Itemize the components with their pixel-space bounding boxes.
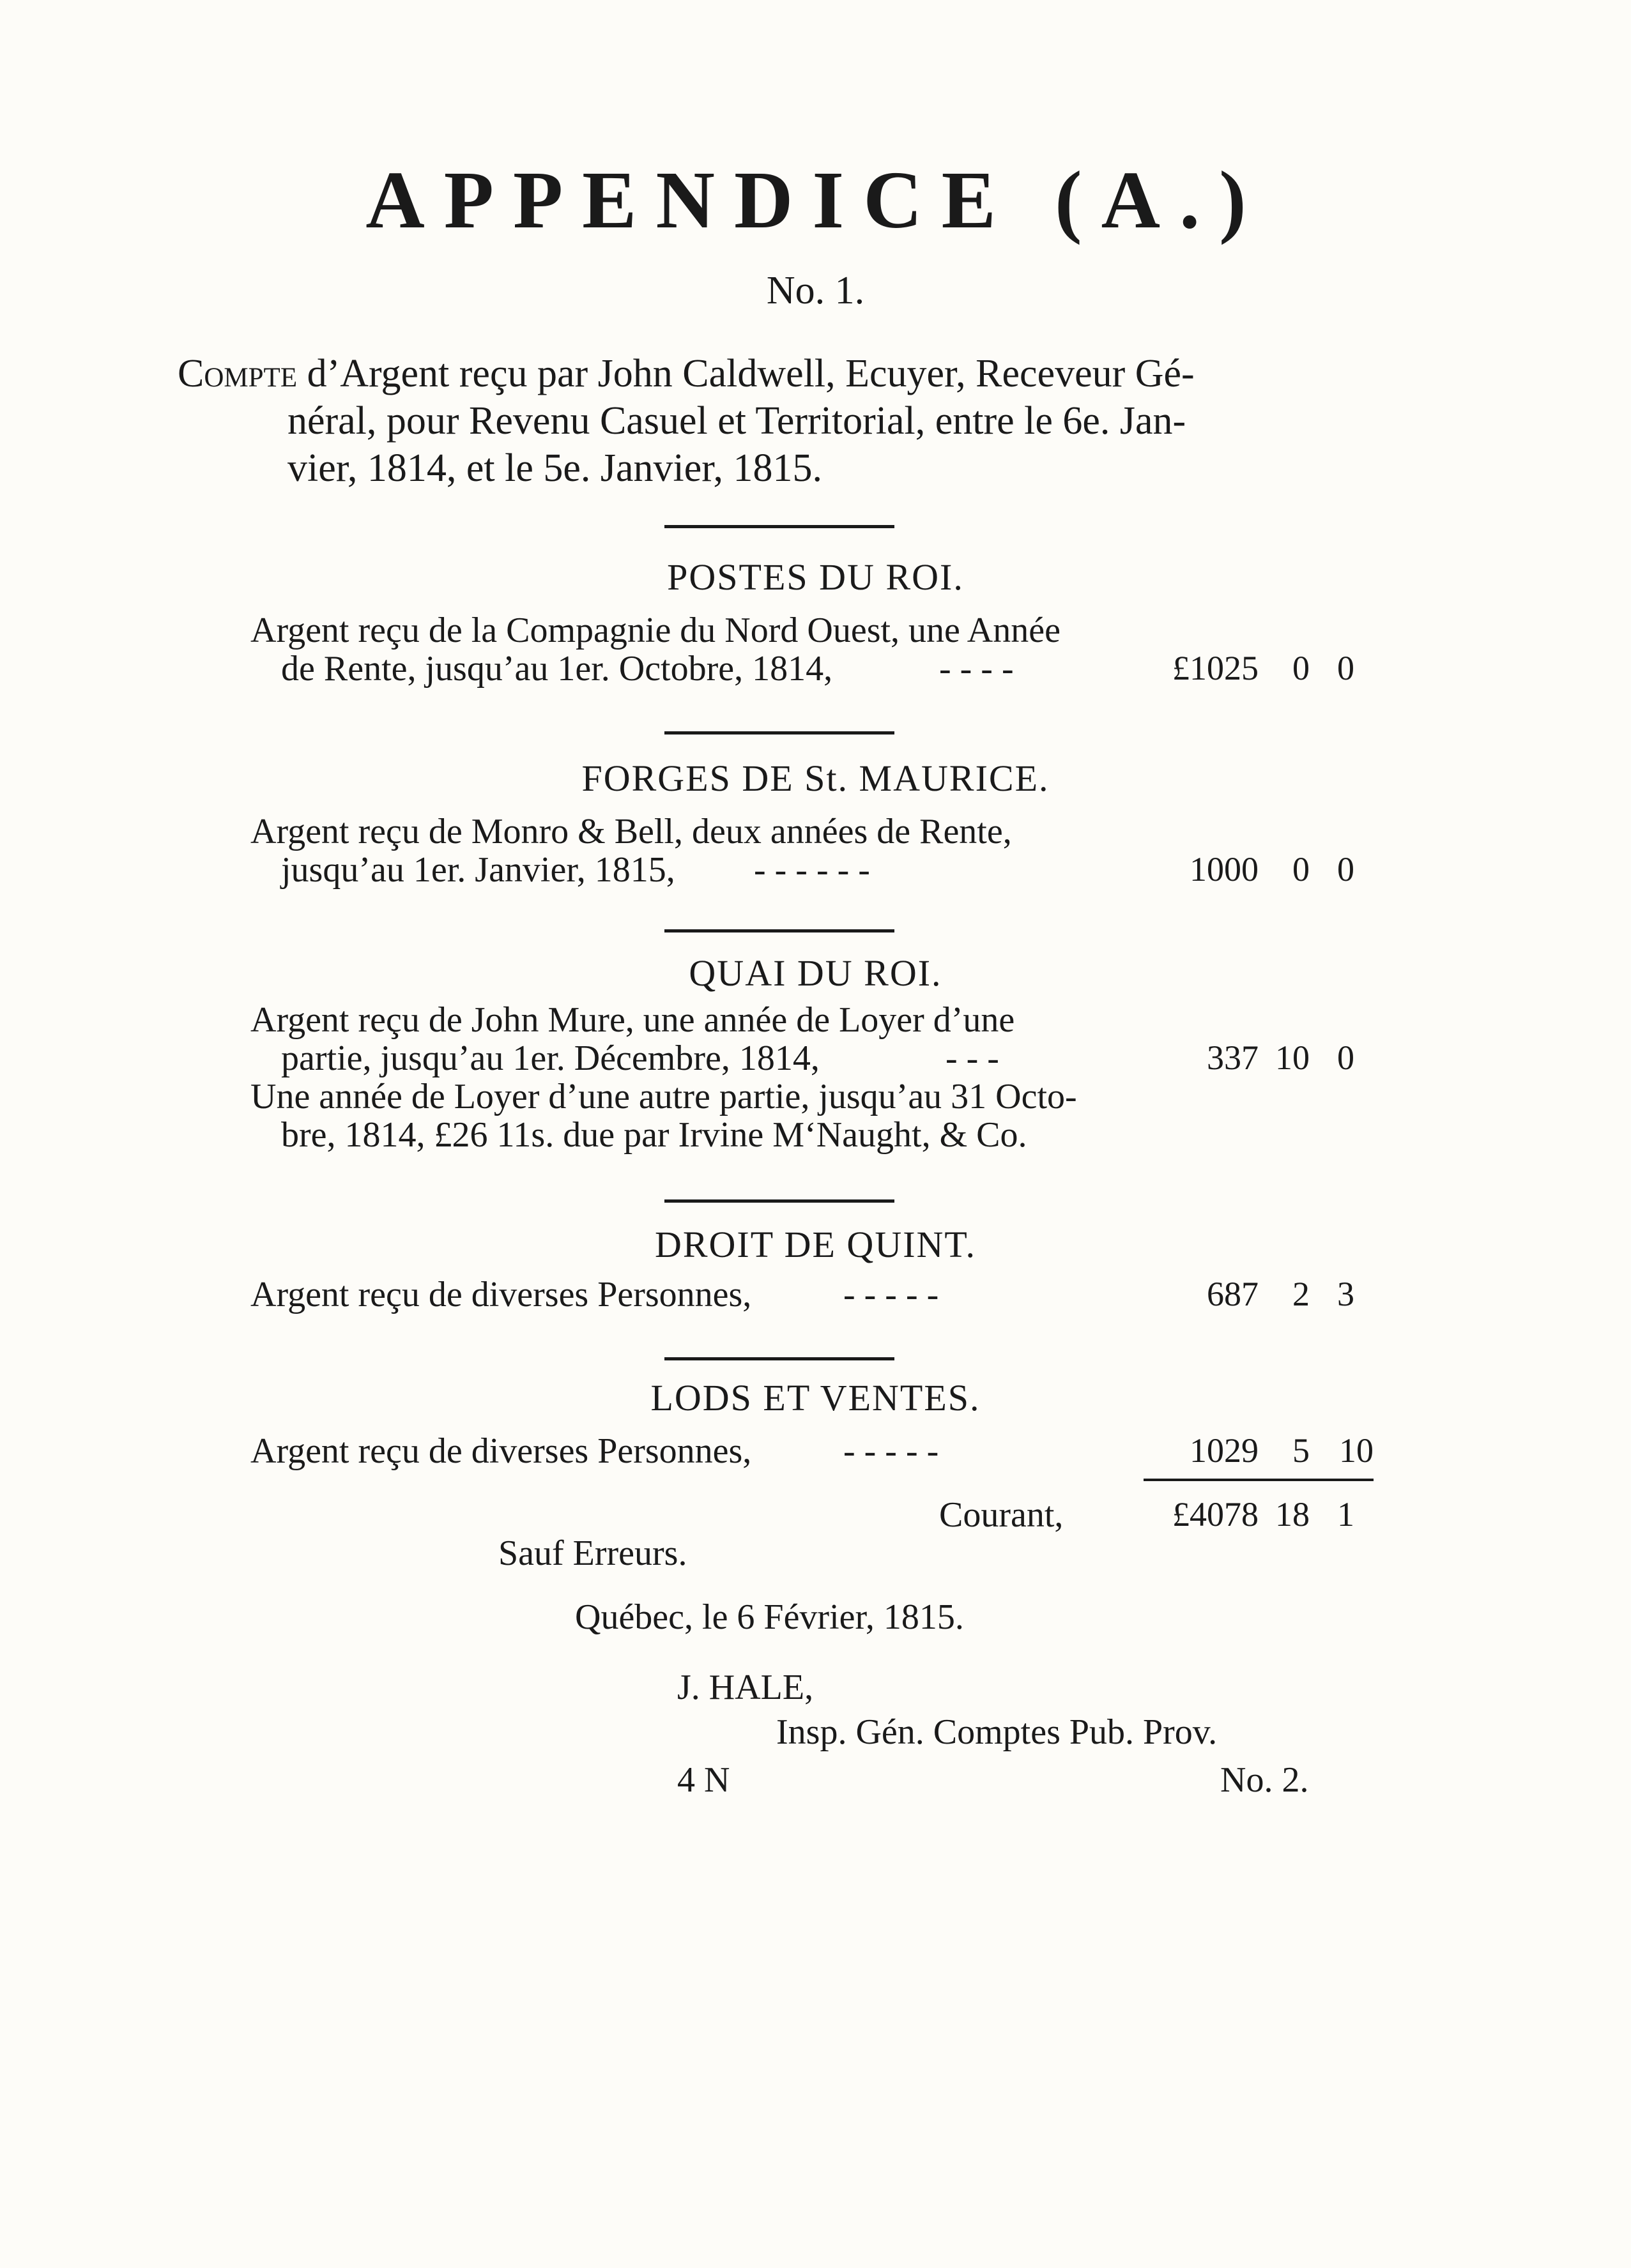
amount-pence: 0 [1337,1039,1354,1077]
amount-pence: 3 [1337,1275,1354,1313]
leader-dashes: - - - - - - [754,850,870,890]
amount-pence: 0 [1337,649,1354,687]
signature-mark: 4 N [677,1760,730,1800]
intro-line-2: néral, pour Revenu Casuel et Territorial, entre le 6e. Jan- [287,399,1186,443]
intro-line-1 [178,350,1195,397]
section-divider [664,1357,894,1360]
amount-shillings: 0 [1292,850,1310,888]
intro-lead: Compte [178,352,298,395]
leader-dashes: - - - - [939,649,1014,689]
amount-shillings: 0 [1292,649,1310,687]
entry-line: Argent reçu de diverses Personnes, [250,1431,752,1471]
entry-line: Une année de Loyer d’une autre partie, jusqu’au 31 Octo- [250,1077,1077,1116]
entry-line: Argent reçu de la Compagnie du Nord Ouest, une Année [250,611,1061,650]
entry-line: de Rente, jusqu’au 1er. Octobre, 1814, [281,649,833,689]
section-heading-forges: FORGES DE St. MAURICE. [581,757,1050,799]
errors-note: Sauf Erreurs. [498,1534,687,1573]
section-divider [664,731,894,734]
amount-pounds: £1025 [1172,649,1259,687]
entry-line: bre, 1814, £26 11s. due par Irvine M‘Naught, & Co. [281,1115,1027,1155]
amount-pence: 0 [1337,850,1354,888]
section-heading-postes: POSTES DU ROI. [667,556,964,598]
total-label: Courant, [939,1495,1064,1535]
amount-shillings: 5 [1292,1431,1310,1470]
intro-text-1: d’Argent reçu par John Caldwell, Ecuyer, Receveur Gé- [307,352,1195,395]
next-page-number: No. 2. [1220,1760,1309,1800]
amount-pounds: 1029 [1190,1431,1259,1470]
entry-line: Argent reçu de diverses Personnes, [250,1275,752,1314]
section-divider [664,525,894,528]
total-rule [1144,1479,1374,1481]
entry-line: Argent reçu de Monro & Bell, deux années de Rente, [250,812,1012,851]
page-title: APPENDICE (A.) [365,155,1266,245]
place-date: Québec, le 6 Février, 1815. [575,1597,964,1637]
document-number: No. 1. [766,269,865,312]
leader-dashes: - - - - - [843,1431,939,1471]
amount-shillings: 2 [1292,1275,1310,1313]
section-divider [664,1199,894,1203]
total-pence: 1 [1337,1495,1354,1534]
amount-pence: 10 [1339,1431,1374,1470]
total-pounds: £4078 [1172,1495,1259,1534]
amount-pounds: 1000 [1190,850,1259,888]
entry-line: jusqu’au 1er. Janvier, 1815, [281,850,675,890]
amount-shillings: 10 [1275,1039,1310,1077]
amount-pounds: 337 [1207,1039,1259,1077]
entry-line: partie, jusqu’au 1er. Décembre, 1814, [281,1039,820,1078]
signature-title: Insp. Gén. Comptes Pub. Prov. [776,1712,1218,1752]
section-heading-quai: QUAI DU ROI. [689,952,942,994]
signature-name: J. HALE, [677,1668,814,1707]
leader-dashes: - - - - - [843,1275,939,1314]
section-divider [664,929,894,932]
intro-line-3: vier, 1814, et le 5e. Janvier, 1815. [287,446,822,490]
total-shillings: 18 [1275,1495,1310,1534]
leader-dashes: - - - [946,1039,999,1078]
amount-pounds: 687 [1207,1275,1259,1313]
entry-line: Argent reçu de John Mure, une année de Loyer d’une [250,1000,1015,1040]
section-heading-lods: LODS ET VENTES. [650,1377,981,1419]
section-heading-droit: DROIT DE QUINT. [654,1224,977,1265]
